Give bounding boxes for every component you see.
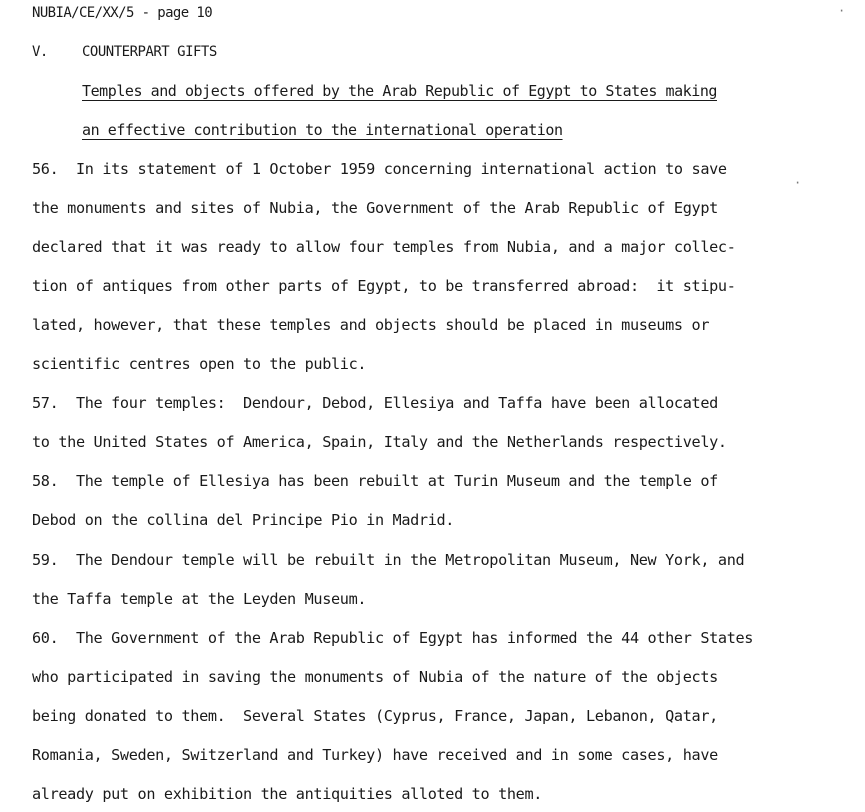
paragraph-58-line-1: 58. The temple of Ellesiya has been rebuilt at Turin Museum and the temple of: [32, 472, 718, 490]
paragraph-56-line-5: lated, however, that these temples and objects should be placed in museums or: [32, 316, 710, 334]
paragraph-56-line-1: 56. In its statement of 1 October 1959 concerning international action to save: [32, 160, 727, 178]
page-reference-header: NUBIA/CE/XX/5 - page 10: [32, 5, 213, 21]
paragraph-56-line-2: the monuments and sites of Nubia, the Government of the Arab Republic of Egypt: [32, 199, 718, 217]
paragraph-60-line-4: Romania, Sweden, Switzerland and Turkey) have received and in some cases, have: [32, 746, 718, 764]
paragraph-57-line-1: 57. The four temples: Dendour, Debod, Ellesiya and Taffa have been allocated: [32, 394, 718, 412]
paragraph-59-line-1: 59. The Dendour temple will be rebuilt in the Metropolitan Museum, New York, and: [32, 551, 745, 569]
section-number: V.: [32, 44, 48, 60]
scan-mark: ·: [794, 176, 802, 190]
paragraph-57-line-2: to the United States of America, Spain, Italy and the Netherlands respectively.: [32, 433, 727, 451]
paragraph-60-line-3: being donated to them. Several States (Cyprus, France, Japan, Lebanon, Qatar,: [32, 707, 718, 725]
paragraph-56-line-6: scientific centres open to the public.: [32, 355, 367, 373]
paragraph-60-line-2: who participated in saving the monuments of Nubia of the nature of the objects: [32, 668, 718, 686]
paragraph-56-line-3: declared that it was ready to allow four temples from Nubia, and a major collec-: [32, 238, 736, 256]
paragraph-60-line-1: 60. The Government of the Arab Republic of Egypt has informed the 44 other States: [32, 629, 754, 647]
paragraph-58-line-2: Debod on the collina del Principe Pio in Madrid.: [32, 511, 455, 529]
scan-mark: ·: [838, 4, 846, 18]
section-title: COUNTERPART GIFTS: [82, 44, 217, 60]
section-subtitle-line-1: Temples and objects offered by the Arab Republic of Egypt to States making: [82, 82, 717, 100]
paragraph-56-line-4: tion of antiques from other parts of Egypt, to be transferred abroad: it stipu-: [32, 277, 736, 295]
section-heading: [32, 42, 217, 62]
paragraph-59-line-2: the Taffa temple at the Leyden Museum.: [32, 590, 367, 608]
section-subtitle-line-2: an effective contribution to the international operation: [82, 121, 563, 139]
paragraph-60-line-5: already put on exhibition the antiquities alloted to them.: [32, 785, 543, 803]
